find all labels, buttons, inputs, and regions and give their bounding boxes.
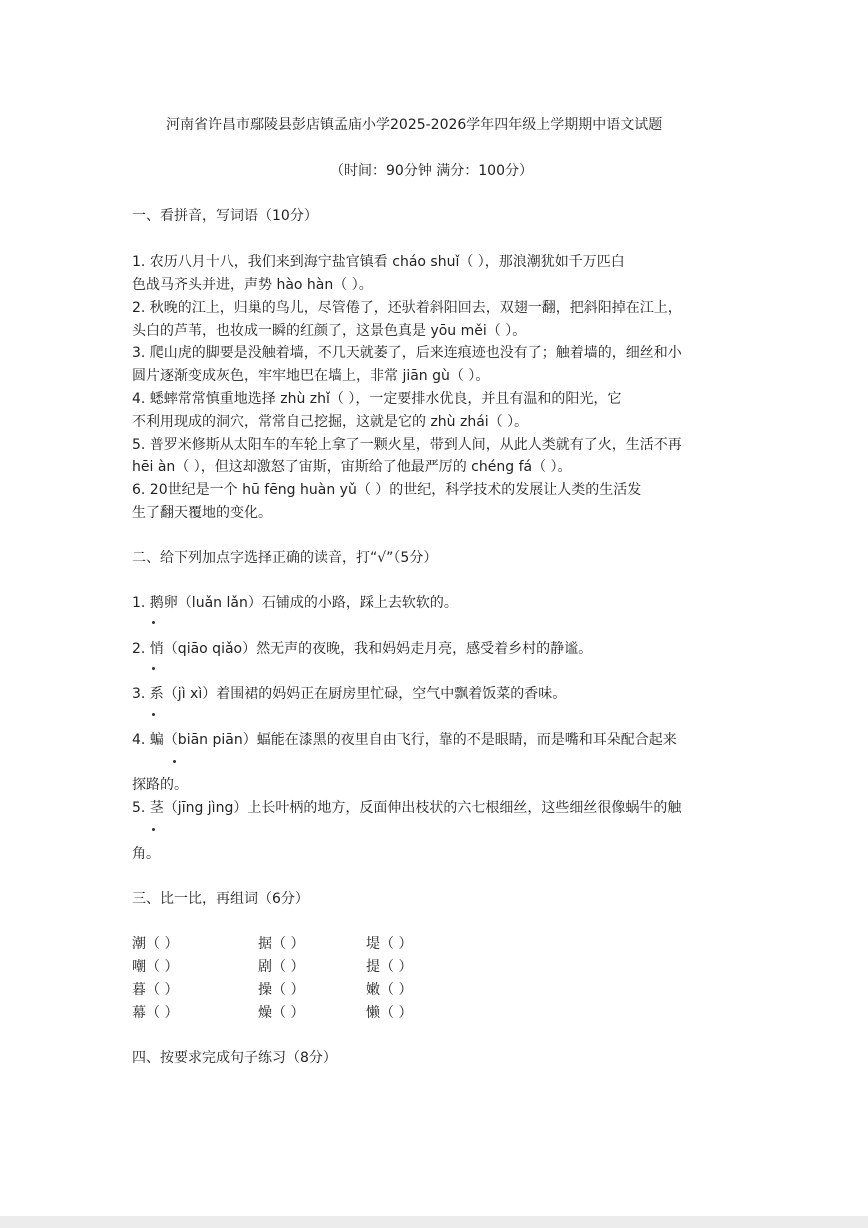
page-bottom-edge	[0, 1216, 868, 1228]
section1-line: 4. 蟋蟀常常慎重地选择 zhù zhǐ（ ），一定要排水优良，并且有温和的阳光，它	[132, 391, 622, 407]
section1-line: 1. 农历八月十八，我们来到海宁盐官镇看 cháo shuǐ（ ），那浪潮犹如千万匹白	[132, 254, 625, 270]
section2-line: 3. 系（jì xì）着围裙的妈妈正在厨房里忙碌，空气中飘着饭菜的香味。	[132, 686, 567, 702]
emphasis-dot	[152, 667, 155, 670]
emphasis-dot	[152, 828, 155, 831]
compare-cell: 嘲（ ）	[132, 959, 179, 975]
exam-title: 河南省许昌市鄢陵县彭店镇孟庙小学2025-2026学年四年级上学期期中语文试题	[166, 117, 663, 133]
compare-cell: 操（ ）	[258, 982, 305, 998]
exam-subtitle: （时间：90分钟 满分：100分）	[330, 163, 533, 179]
compare-cell: 嫩（ ）	[366, 982, 413, 998]
section2-line: 探路的。	[132, 777, 188, 793]
section2-line: 2. 悄（qiāo qiǎo）然无声的夜晚，我和妈妈走月亮，感受着乡村的静谧。	[132, 641, 593, 657]
compare-cell: 据（ ）	[258, 936, 305, 952]
section1-line: 圆片逐渐变成灰色，牢牢地巴在墙上，非常 jiān gù（ ）。	[132, 368, 490, 384]
compare-cell: 潮（ ）	[132, 936, 179, 952]
section1-line: 不利用现成的洞穴，常常自己挖掘，这就是它的 zhù zhái（ ）。	[132, 414, 529, 430]
compare-cell: 堤（ ）	[366, 936, 413, 952]
compare-cell: 懒（ ）	[366, 1005, 413, 1021]
section3-heading: 三、比一比，再组词（6分）	[132, 891, 309, 907]
section1-line: 生了翻天覆地的变化。	[132, 505, 272, 521]
emphasis-dot	[152, 621, 155, 624]
section2-heading: 二、给下列加点字选择正确的读音，打“√”（5分）	[132, 550, 438, 566]
section1-line: 头白的芦苇，也妆成一瞬的红颜了，这景色真是 yōu měi（ ）。	[132, 323, 527, 339]
section1-line: 2. 秋晚的江上，归巢的鸟儿，尽管倦了，还驮着斜阳回去，双翅一翻，把斜阳掉在江上，	[132, 300, 682, 316]
section1-line: hēi àn（ ），但这却激怒了宙斯，宙斯给了他最严厉的 chéng fá（ ）。	[132, 459, 572, 475]
section1-line: 6. 20世纪是一个 hū fēng huàn yǔ（ ）的世纪，科学技术的发展让人类的生活发	[132, 482, 642, 498]
compare-cell: 暮（ ）	[132, 982, 179, 998]
section2-line: 4. 蝙（biān piān）蝠能在漆黑的夜里自由飞行，靠的不是眼睛，而是嘴和耳朵配合起来	[132, 732, 677, 748]
section1-heading: 一、看拼音，写词语（10分）	[132, 208, 318, 224]
section2-line: 角。	[132, 846, 160, 862]
compare-cell: 幕（ ）	[132, 1005, 179, 1021]
section1-line: 色战马齐头并进，声势 hào hàn（ ）。	[132, 277, 373, 293]
emphasis-dot	[152, 713, 155, 716]
section2-line: 5. 茎（jīng jìng）上长叶柄的地方，反面伸出枝状的六七根细丝，这些细丝很像蜗牛的触	[132, 800, 682, 816]
compare-cell: 燥（ ）	[258, 1005, 305, 1021]
emphasis-dot	[173, 760, 176, 763]
section1-line: 5. 普罗米修斯从太阳车的车轮上拿了一颗火星，带到人间，从此人类就有了火，生活不再	[132, 437, 682, 453]
compare-cell: 提（ ）	[366, 959, 413, 975]
section4-heading: 四、按要求完成句子练习（8分）	[132, 1050, 337, 1066]
section1-line: 3. 爬山虎的脚要是没触着墙，不几天就萎了，后来连痕迹也没有了；触着墙的，细丝和小	[132, 345, 682, 361]
section2-line: 1. 鹅卵（luǎn lǎn）石铺成的小路，踩上去软软的。	[132, 595, 458, 611]
compare-cell: 剧（ ）	[258, 959, 305, 975]
